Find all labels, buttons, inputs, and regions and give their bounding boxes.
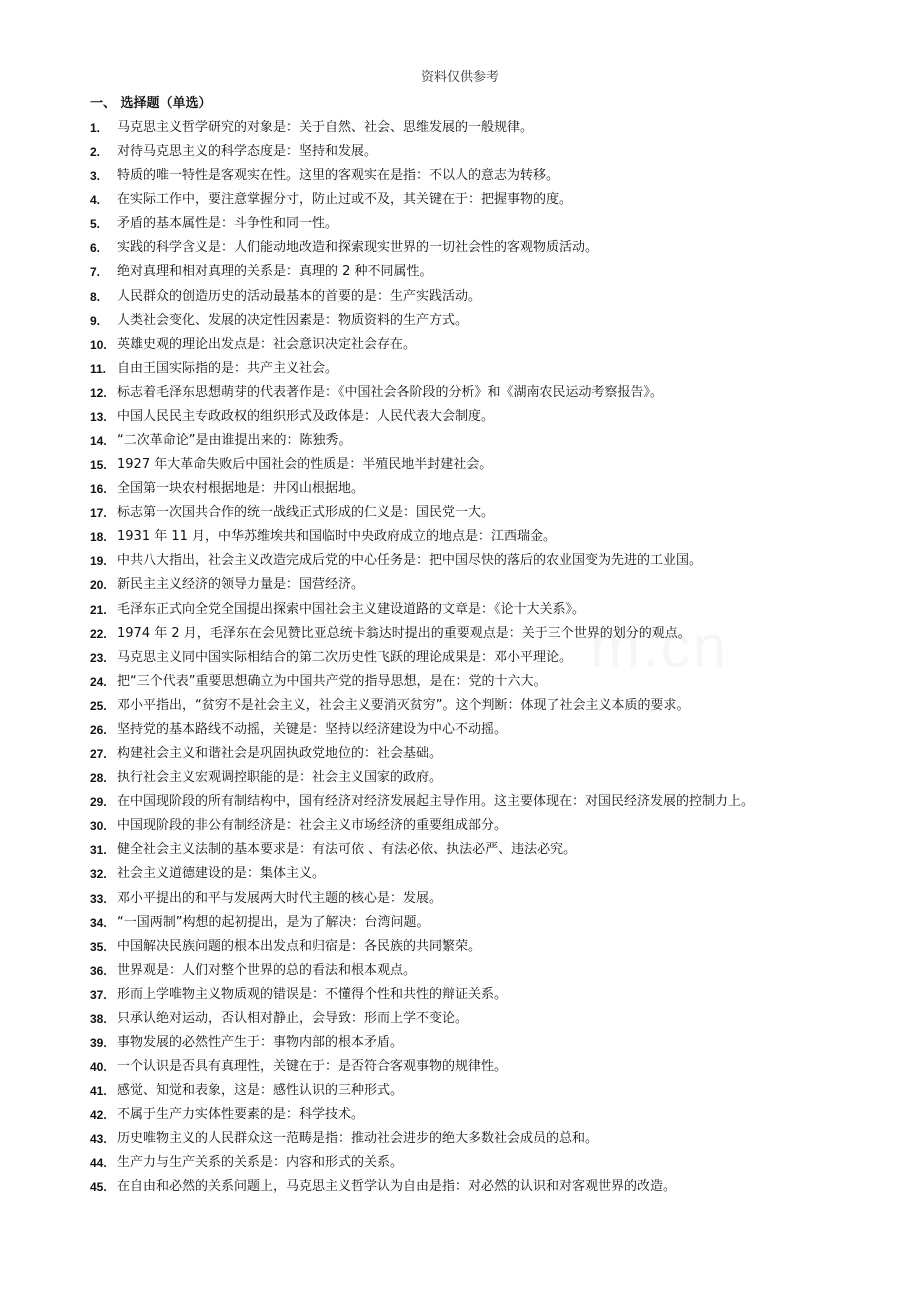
list-item: [90, 935, 890, 959]
list-item: [90, 285, 890, 309]
item-number: 2.: [90, 145, 101, 160]
item-number: 21.: [90, 602, 107, 617]
question-list: [90, 116, 890, 1200]
item-text: 标志着毛泽东思想萌芽的代表著作是：《中国社会各阶段的分析》和《湖南农民运动考察报告》。: [117, 384, 664, 400]
item-number: 19.: [90, 554, 107, 569]
list-item: [90, 549, 890, 573]
list-item: [90, 814, 890, 838]
page-header: 资料仅供参考: [420, 70, 499, 85]
item-number: 26.: [90, 722, 107, 737]
item-number: 15.: [90, 458, 107, 473]
list-item: [90, 983, 890, 1007]
item-text: 特质的唯一特性是客观实在性。这里的客观实在是指：不以人的意志为转移。: [117, 168, 560, 184]
item-text: 生产力与生产关系的关系是：内容和形式的关系。: [117, 1155, 404, 1171]
list-item: [90, 357, 890, 381]
item-text: 新民主主义经济的领导力量是：国营经济。: [117, 577, 365, 593]
list-item: [90, 573, 890, 597]
item-text: 在实际工作中，要注意掌握分寸，防止过或不及，其关键在于：把握事物的度。: [117, 192, 573, 208]
item-text: 马克思主义同中国实际相结合的第二次历史性飞跃的理论成果是：邓小平理论。: [117, 649, 573, 665]
item-text: 不属于生产力实体性要素的是：科学技术。: [117, 1107, 365, 1123]
item-number: 40.: [90, 1060, 107, 1075]
item-number: 3.: [90, 169, 101, 184]
item-text: 邓小平指出，“贫穷不是社会主义，社会主义要消灭贫穷”。这个判断：体现了社会主义本质的要求。: [117, 697, 690, 713]
list-item: [90, 1151, 890, 1175]
list-item: [90, 116, 890, 140]
list-item: [90, 670, 890, 694]
list-item: [90, 862, 890, 886]
item-number: 28.: [90, 771, 107, 786]
item-text: 构建社会主义和谐社会是巩固执政党地位的：社会基础。: [117, 746, 443, 762]
item-text: 毛泽东正式向全党全国提出探索中国社会主义建设道路的文章是：《论十大关系》。: [117, 601, 586, 617]
item-text: 坚持党的基本路线不动摇，关键是：坚持以经济建设为中心不动摇。: [117, 721, 508, 737]
item-text: 全国第一块农村根据地是：井冈山根据地。: [117, 481, 365, 497]
list-item: [90, 1175, 890, 1199]
item-text: 在自由和必然的关系问题上，马克思主义哲学认为自由是指：对必然的认识和对客观世界的改造。: [117, 1179, 677, 1195]
list-item: [90, 333, 890, 357]
item-text: 一个认识是否具有真理性，关键在于：是否符合客观事物的规律性。: [117, 1059, 508, 1075]
list-item: [90, 260, 890, 284]
item-text: 人类社会变化、发展的决定性因素是：物质资料的生产方式。: [117, 312, 469, 328]
list-item: [90, 429, 890, 453]
item-text: 矛盾的基本属性是：斗争性和同一性。: [117, 216, 339, 232]
item-number: 41.: [90, 1084, 107, 1099]
item-text: 对待马克思主义的科学态度是：坚持和发展。: [117, 144, 378, 160]
item-text: 中国解决民族问题的根本出发点和归宿是：各民族的共同繁荣。: [117, 938, 482, 954]
item-number: 11.: [90, 361, 107, 376]
list-item: [90, 236, 890, 260]
item-number: 10.: [90, 337, 107, 352]
item-number: 30.: [90, 819, 107, 834]
list-item: [90, 887, 890, 911]
list-item: [90, 1031, 890, 1055]
item-text: 标志第一次国共合作的统一战线正式形成的仁义是：国民党一大。: [117, 505, 495, 521]
list-item: [90, 1127, 890, 1151]
list-item: [90, 790, 890, 814]
item-number: 27.: [90, 747, 107, 762]
item-number: 44.: [90, 1156, 107, 1171]
item-text: 事物发展的必然性产生于：事物内部的根本矛盾。: [117, 1034, 404, 1050]
item-text: 自由王国实际指的是：共产主义社会。: [117, 360, 339, 376]
item-text: 英雄史观的理论出发点是：社会意识决定社会存在。: [117, 336, 417, 352]
list-item: [90, 1007, 890, 1031]
item-text: 1974 年 2 月，毛泽东在会见赞比亚总统卡翁达时提出的重要观点是：关于三个世界的划分的观点。: [117, 625, 691, 641]
item-number: 5.: [90, 217, 101, 232]
list-item: [90, 140, 890, 164]
list-item: [90, 694, 890, 718]
item-text: 形而上学唯物主义物质观的错误是：不懂得个性和共性的辩证关系。: [117, 986, 508, 1002]
item-number: 36.: [90, 963, 107, 978]
item-text: 1927 年大革命失败后中国社会的性质是：半殖民地半封建社会。: [117, 457, 493, 473]
item-number: 9.: [90, 313, 101, 328]
list-item: [90, 1055, 890, 1079]
list-item: [90, 164, 890, 188]
list-item: [90, 453, 890, 477]
item-text: 人民群众的创造历史的活动最基本的首要的是：生产实践活动。: [117, 288, 482, 304]
item-text: 执行社会主义宏观调控职能的是：社会主义国家的政府。: [117, 770, 443, 786]
item-text: 中共八大指出，社会主义改造完成后党的中心任务是：把中国尽快的落后的农业国变为先进的工业国。: [117, 553, 703, 569]
item-number: 20.: [90, 578, 107, 593]
list-item: [90, 525, 890, 549]
item-number: 34.: [90, 915, 107, 930]
item-number: 25.: [90, 698, 107, 713]
item-text: 1931 年 11 月，中华苏维埃共和国临时中央政府成立的地点是：江西瑞金。: [117, 529, 557, 545]
list-item: [90, 742, 890, 766]
item-number: 45.: [90, 1180, 107, 1195]
list-item: [90, 598, 890, 622]
item-number: 6.: [90, 241, 101, 256]
item-number: 31.: [90, 843, 107, 858]
list-item: [90, 381, 890, 405]
item-text: 历史唯物主义的人民群众这一范畴是指：推动社会进步的绝大多数社会成员的总和。: [117, 1131, 599, 1147]
list-item: [90, 766, 890, 790]
item-number: 37.: [90, 987, 107, 1002]
list-item: [90, 911, 890, 935]
item-number: 13.: [90, 409, 107, 424]
list-item: [90, 622, 890, 646]
item-text: “一国两制”构想的起初提出，是为了解决：台湾问题。: [117, 914, 430, 930]
item-text: 社会主义道德建设的是：集体主义。: [117, 866, 326, 882]
item-text: 感觉、知觉和表象，这是：感性认识的三种形式。: [117, 1083, 404, 1099]
list-item: [90, 309, 890, 333]
item-number: 39.: [90, 1035, 107, 1050]
list-item: [90, 501, 890, 525]
item-text: 只承认绝对运动，否认相对静止，会导致：形而上学不变论。: [117, 1010, 469, 1026]
list-item: [90, 477, 890, 501]
item-number: 32.: [90, 867, 107, 882]
item-number: 43.: [90, 1132, 107, 1147]
item-text: 在中国现阶段的所有制结构中，国有经济对经济发展起主导作用。这主要体现在：对国民经济发展的控制力上。: [117, 794, 755, 810]
item-number: 22.: [90, 626, 107, 641]
item-text: 马克思主义哲学研究的对象是：关于自然、社会、思维发展的一般规律。: [117, 120, 534, 135]
list-item: [90, 405, 890, 429]
item-number: 42.: [90, 1108, 107, 1123]
item-text: 邓小平提出的和平与发展两大时代主题的核心是：发展。: [117, 890, 443, 906]
item-number: 29.: [90, 795, 107, 810]
item-number: 24.: [90, 674, 107, 689]
item-number: 8.: [90, 289, 101, 304]
item-number: 23.: [90, 650, 107, 665]
list-item: [90, 212, 890, 236]
list-item: [90, 646, 890, 670]
item-text: “二次革命论”是由谁提出来的：陈独秀。: [117, 433, 352, 449]
item-number: 17.: [90, 506, 107, 521]
list-item: [90, 959, 890, 983]
list-item: [90, 838, 890, 862]
list-item: [90, 718, 890, 742]
item-number: 12.: [90, 385, 107, 400]
item-number: 7.: [90, 265, 101, 280]
item-text: 绝对真理和相对真理的关系是：真理的 2 种不同属性。: [117, 264, 433, 280]
list-item: [90, 1079, 890, 1103]
item-text: 把“三个代表”重要思想确立为中国共产党的指导思想，是在：党的十六大。: [117, 673, 547, 689]
item-number: 4.: [90, 193, 101, 208]
item-number: 1.: [90, 121, 101, 135]
item-text: 中国人民民主专政政权的组织形式及政体是：人民代表大会制度。: [117, 408, 495, 424]
item-number: 18.: [90, 530, 107, 545]
list-item: [90, 188, 890, 212]
item-number: 35.: [90, 939, 107, 954]
item-text: 世界观是：人们对整个世界的总的看法和根本观点。: [117, 962, 417, 978]
item-text: 中国现阶段的非公有制经济是：社会主义市场经济的重要组成部分。: [117, 818, 508, 834]
section-title: 一、 选择题（单选）: [90, 96, 212, 111]
item-text: 实践的科学含义是：人们能动地改造和探索现实世界的一切社会性的客观物质活动。: [117, 240, 599, 256]
item-number: 33.: [90, 891, 107, 906]
item-number: 38.: [90, 1011, 107, 1026]
item-number: 16.: [90, 482, 107, 497]
list-item: [90, 1103, 890, 1127]
item-text: 健全社会主义法制的基本要求是：有法可依 、有法必依、执法必严、违法必究。: [117, 842, 577, 858]
item-number: 14.: [90, 434, 107, 449]
